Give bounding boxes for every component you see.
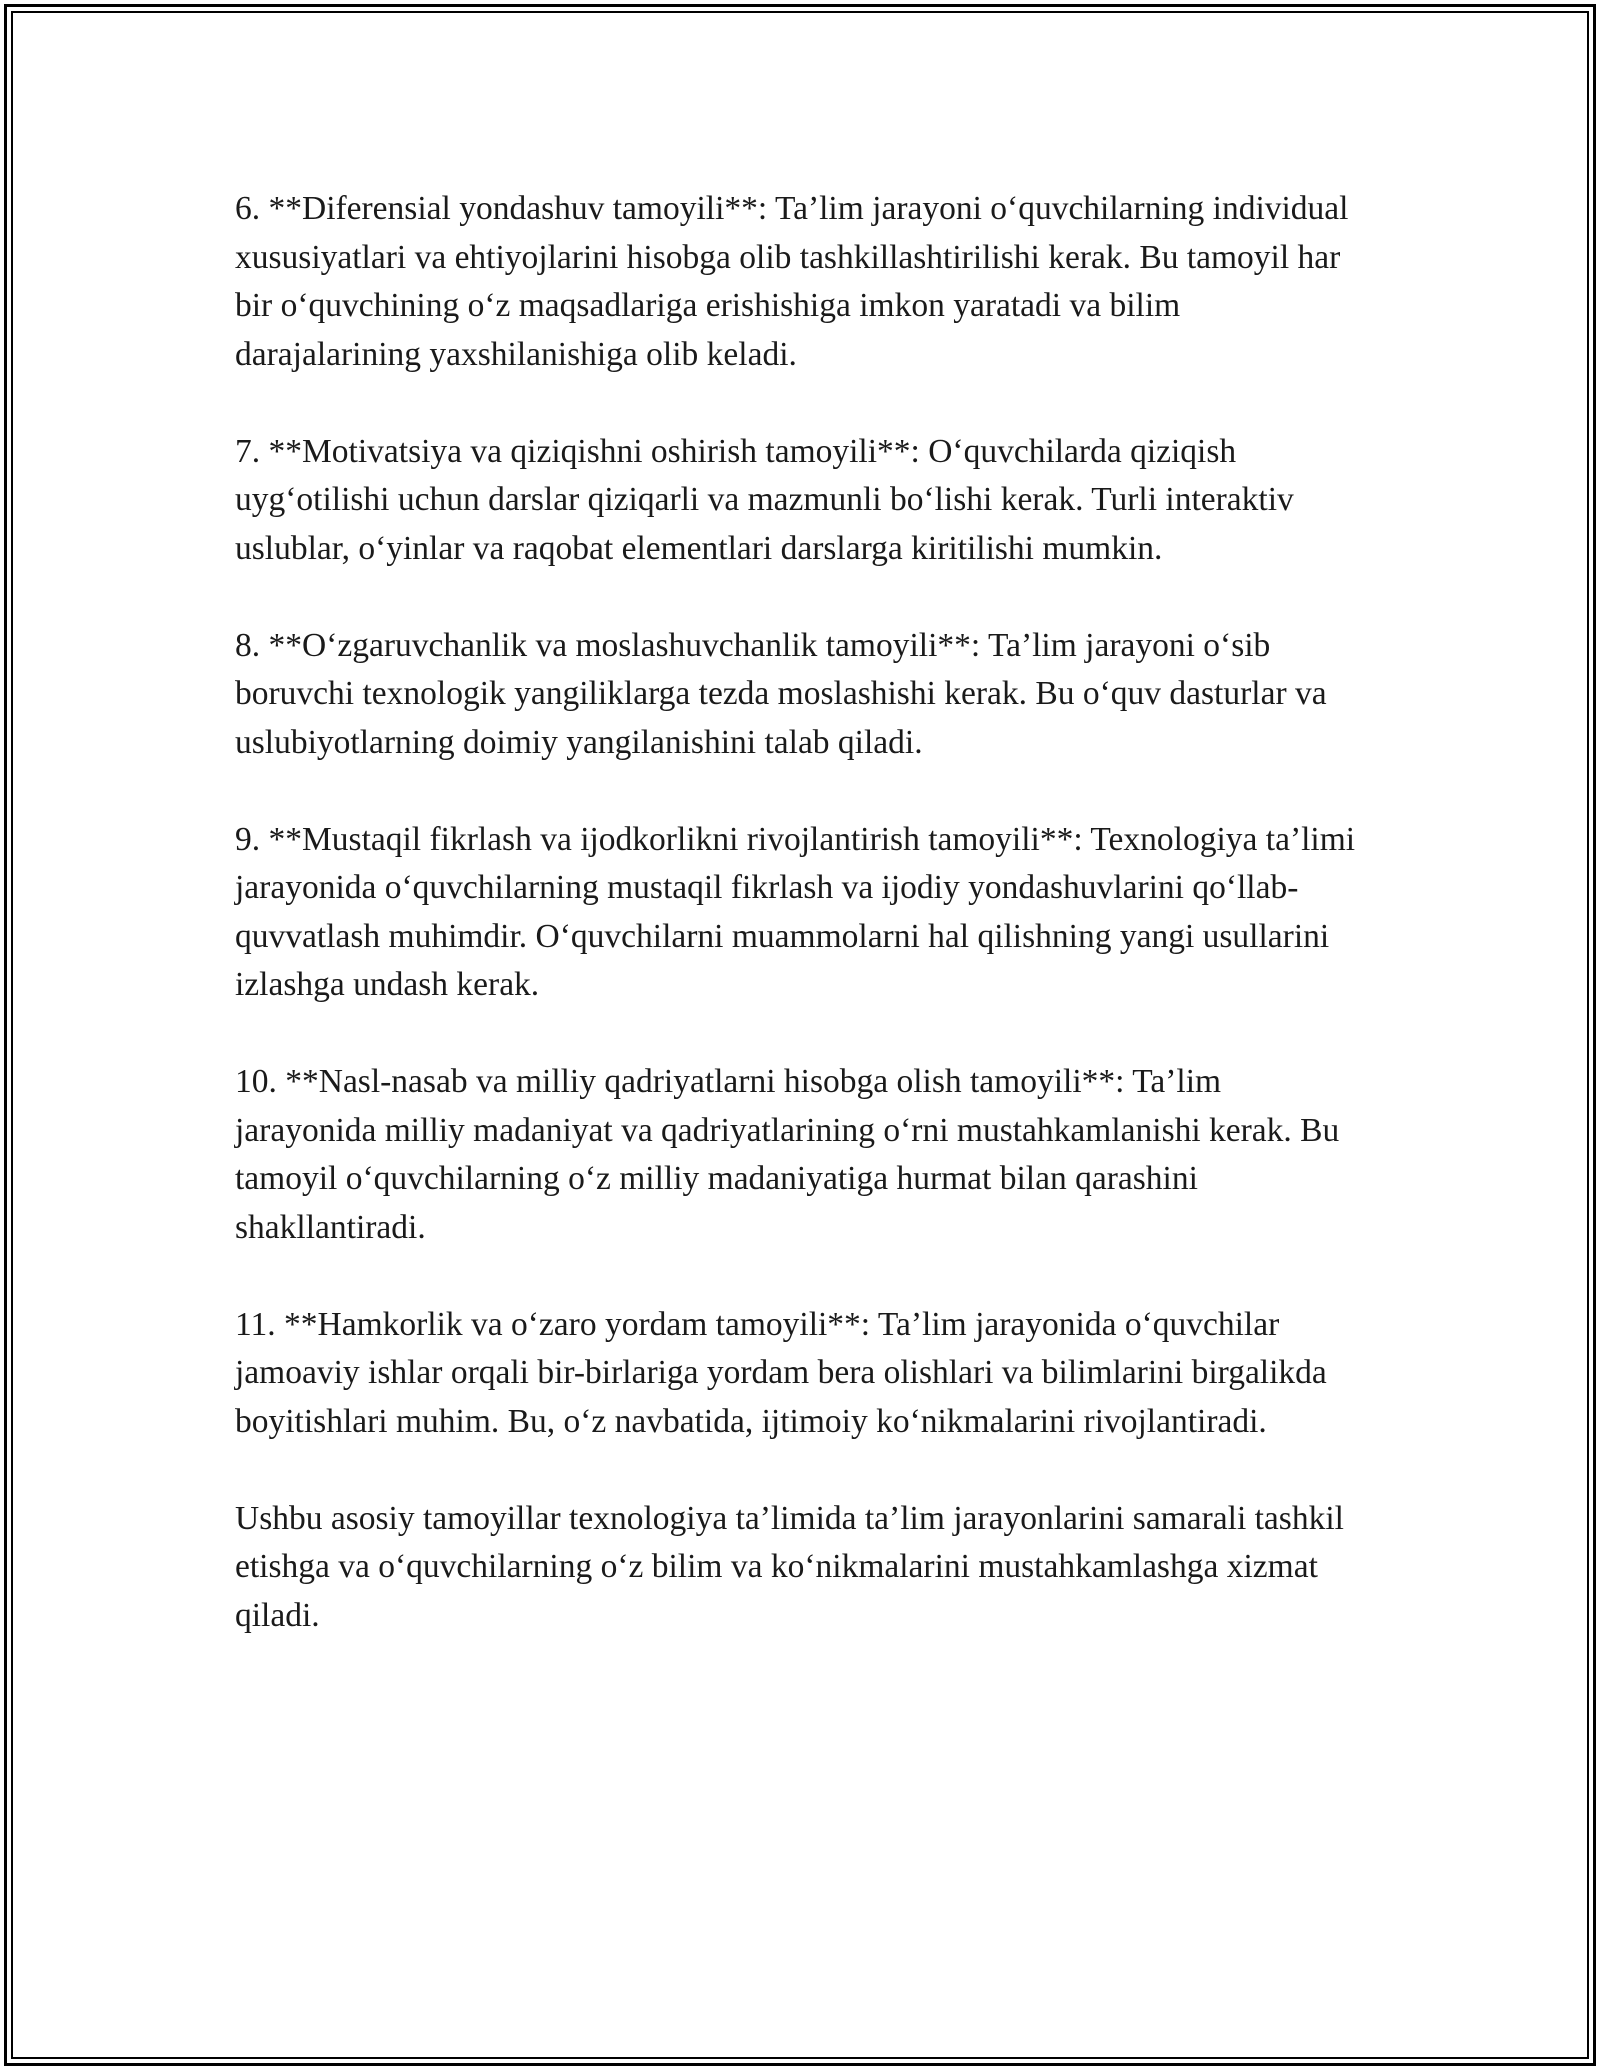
paragraph-principle-6: 6. **Diferensial yondashuv tamoyili**: Ta’lim jarayoni o‘quvchilarning individual xususiyatlari va ehtiyojlarini hisobga olib tashkillashtirilishi kerak. Bu tamoyil har bir o‘quvchining o‘z maqsadlariga erishishiga imkon yaratadi va bilim darajalarining yaxshilanishiga olib keladi. <box>235 190 1349 373</box>
paragraph-principle-10: 10. **Nasl-nasab va milliy qadriyatlarni hisobga olish tamoyili**: Ta’lim jarayonida milliy madaniyat va qadriyatlarining o‘rni mustahkamlanishi kerak. Bu tamoyil o‘quvchilarning o‘z milliy madaniyatiga hurmat bilan qarashini shakllantiradi. <box>235 1063 1340 1246</box>
document-body <box>235 185 1370 1689</box>
paragraph-principle-8: 8. **O‘zgaruvchanlik va moslashuvchanlik tamoyili**: Ta’lim jarayoni o‘sib boruvchi texnologik yangiliklarga tezda moslashishi kerak. Bu o‘quv dasturlar va uslubiyotlarning doimiy yangilanishini talab qiladi. <box>235 626 1327 761</box>
paragraph-principle-9: 9. **Mustaqil fikrlash va ijodkorlikni rivojlantirish tamoyili**: Texnologiya ta’limi jarayonida o‘quvchilarning mustaqil fikrlash va ijodiy yondashuvlarini qo‘llab-quvvatlash muhimdir. O‘quvchilarni muammolarni hal qilishning yangi usullarini izlashga undash kerak. <box>235 820 1356 1003</box>
paragraph-principle-7: 7. **Motivatsiya va qiziqishni oshirish tamoyili**: O‘quvchilarda qiziqish uyg‘otilishi uchun darslar qiziqarli va mazmunli bo‘lishi kerak. Turli interaktiv uslublar, o‘yinlar va raqobat elementlari darslarga kiritilishi mumkin. <box>235 432 1294 567</box>
paragraph-conclusion: Ushbu asosiy tamoyillar texnologiya ta’limida ta’lim jarayonlarini samarali tashkil etishga va o‘quvchilarning o‘z bilim va ko‘nikmalarini mustahkamlashga xizmat qiladi. <box>235 1499 1344 1634</box>
paragraph-principle-11: 11. **Hamkorlik va o‘zaro yordam tamoyili**: Ta’lim jarayonida o‘quvchilar jamoaviy ishlar orqali bir-birlariga yordam bera olishlari va bilimlarini birgalikda boyitishlari muhim. Bu, o‘z navbatida, ijtimoiy ko‘nikmalarini rivojlantiradi. <box>235 1305 1327 1440</box>
